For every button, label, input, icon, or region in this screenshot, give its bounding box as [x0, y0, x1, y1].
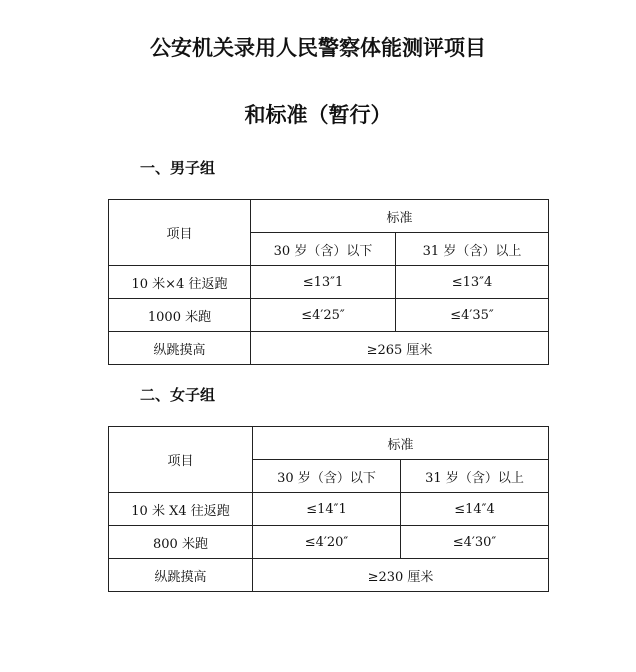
- age-group-over-31-header: 31 岁（含）以上: [396, 233, 549, 266]
- table-header-row: [109, 427, 549, 460]
- distance-run-over-31-standard: ≤4′30″: [401, 526, 549, 559]
- vertical-jump-standard: ≥265 厘米: [251, 332, 549, 365]
- table-row: [109, 526, 549, 559]
- women-standards-table: [108, 426, 549, 592]
- age-group-under-30-header: 30 岁（含）以下: [253, 460, 401, 493]
- age-group-over-31-header: 31 岁（含）以上: [401, 460, 549, 493]
- distance-run-item: 800 米跑: [109, 526, 253, 559]
- shuttle-run-item: 10 米 X4 往返跑: [109, 493, 253, 526]
- women-group-heading: 二、女子组: [140, 386, 216, 404]
- shuttle-run-under-30-standard: ≤13″1: [251, 266, 396, 299]
- table-row: [109, 266, 549, 299]
- table-row: [109, 299, 549, 332]
- distance-run-over-31-standard: ≤4′35″: [396, 299, 549, 332]
- standard-header-cell: 标准: [251, 200, 549, 233]
- standard-header-cell: 标准: [253, 427, 549, 460]
- table-row: [109, 559, 549, 592]
- table-header-row: [109, 200, 549, 233]
- age-group-under-30-header: 30 岁（含）以下: [251, 233, 396, 266]
- shuttle-run-under-30-standard: ≤14″1: [253, 493, 401, 526]
- item-header-cell: 项目: [109, 200, 251, 266]
- document-title-line-2: 和标准（暂行）: [244, 103, 392, 127]
- table-row: [109, 493, 549, 526]
- vertical-jump-item: 纵跳摸高: [109, 559, 253, 592]
- shuttle-run-over-31-standard: ≤13″4: [396, 266, 549, 299]
- vertical-jump-item: 纵跳摸高: [109, 332, 251, 365]
- table-row: [109, 332, 549, 365]
- distance-run-item: 1000 米跑: [109, 299, 251, 332]
- document-title-line-1: 公安机关录用人民警察体能测评项目: [150, 36, 486, 60]
- shuttle-run-over-31-standard: ≤14″4: [401, 493, 549, 526]
- vertical-jump-standard: ≥230 厘米: [253, 559, 549, 592]
- shuttle-run-item: 10 米×4 往返跑: [109, 266, 251, 299]
- item-header-cell: 项目: [109, 427, 253, 493]
- men-group-heading: 一、男子组: [140, 159, 216, 177]
- distance-run-under-30-standard: ≤4′20″: [253, 526, 401, 559]
- distance-run-under-30-standard: ≤4′25″: [251, 299, 396, 332]
- men-standards-table: [108, 199, 549, 365]
